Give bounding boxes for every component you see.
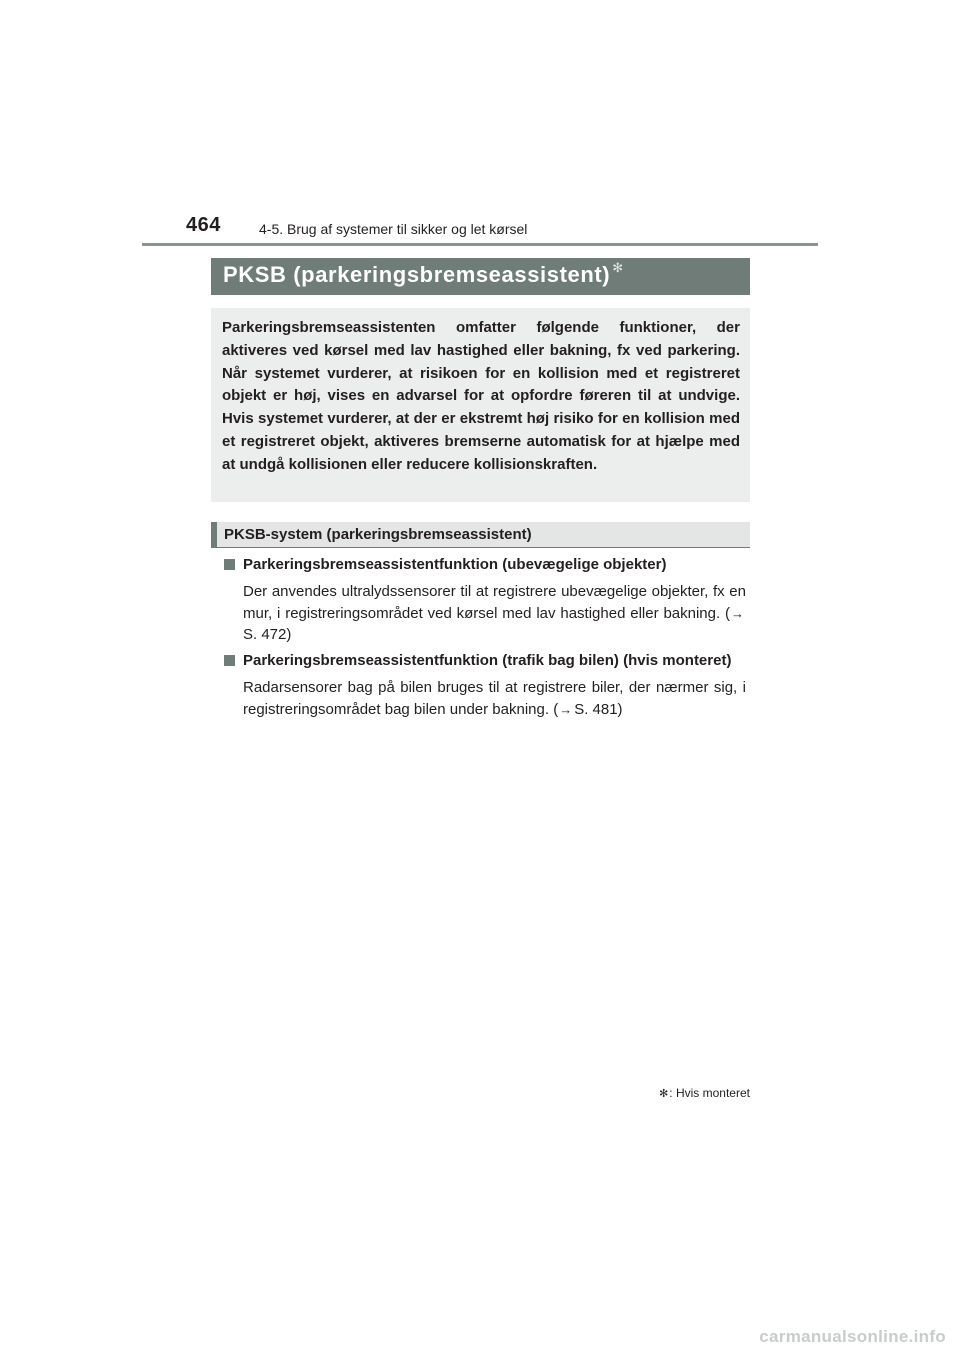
asterisk-icon: ✻ [659, 1088, 669, 1100]
feature-title [224, 650, 746, 671]
page-reference-link[interactable]: S. 472) [243, 626, 292, 643]
intro-text: Parkeringsbremseassistenten omfatter følgende funktioner, der aktiveres ved kørsel med lav hastighed eller bakning, fx ved parkering. Når systemet vurderer, at risikoen for en kollision med et registreret objekt er høj, vises en advarsel for at opfordre føreren til at undvige. Hvis systemet vurderer, at der er ekstremt høj risiko for en kollision med et registreret objekt, aktiveres bremserne automatisk for at hjælpe med at undgå kollisionen eller reducere kollisionskraften. [222, 319, 740, 473]
feature-description-text: Radarsensorer bag på bilen bruges til at registrere biler, der nærmer sig, i registreringsområdet bag bilen under bakning. ( [243, 679, 746, 718]
feature-description [243, 677, 746, 720]
footnote [659, 1086, 750, 1100]
section-heading-title: PKSB (parkeringsbremseassistent) [223, 262, 611, 287]
asterisk-icon: ✻ [612, 260, 624, 275]
arrow-right-icon: → [731, 605, 744, 621]
header-divider [142, 243, 818, 246]
subsection-heading: PKSB-system (parkeringsbremseassistent) [211, 522, 750, 548]
feature-description [243, 581, 746, 646]
intro-box [211, 308, 750, 502]
section-heading [211, 258, 750, 295]
watermark: carmanualsonline.info [759, 1327, 946, 1346]
feature-title-text: Parkeringsbremseassistentfunktion (ubevægelige objekter) [243, 556, 667, 573]
feature-title [224, 554, 746, 575]
feature-section-rear-traffic [224, 650, 746, 720]
footnote-text: : Hvis monteret [669, 1086, 750, 1100]
page-reference-link[interactable]: S. 481) [574, 700, 623, 718]
chapter-title: 4-5. Brug af systemer til sikker og let kørsel [259, 221, 528, 237]
square-bullet-icon [224, 655, 235, 666]
square-bullet-icon [224, 559, 235, 570]
feature-section-stationary [224, 554, 746, 646]
arrow-right-icon: → [559, 701, 573, 717]
page-number: 464 [186, 214, 221, 236]
feature-description-text: Der anvendes ultralydssensorer til at registrere ubevægelige objekter, fx en mur, i registreringsområdet ved kørsel med lav hastighed eller bakning. ( [243, 583, 746, 622]
feature-title-text: Parkeringsbremseassistentfunktion (trafik bag bilen) (hvis monteret) [243, 652, 732, 669]
